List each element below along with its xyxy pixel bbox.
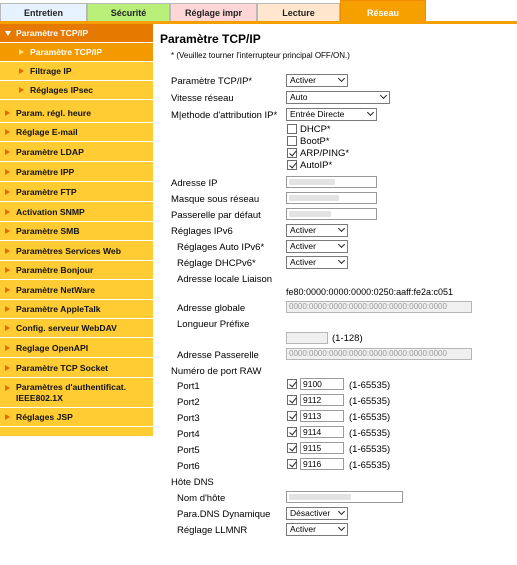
chevron-down-icon [5, 31, 11, 36]
chevron-right-icon [5, 287, 10, 293]
auto-ipv6-select[interactable]: Activer [286, 240, 348, 253]
sidebar [0, 24, 153, 436]
sidebar-item-tcpip-parent[interactable]: Paramètre TCP/IP [0, 24, 153, 43]
port6-checkbox[interactable] [287, 459, 297, 469]
port5-range: (1-65535) [349, 444, 391, 455]
port5-label: Port5 [177, 445, 200, 456]
sidebar-item-jsp[interactable]: Réglages JSP [0, 408, 153, 427]
sidebar-item-tcpip[interactable]: Paramètre TCP/IP [0, 43, 153, 62]
chevron-right-icon [5, 325, 10, 331]
chevron-down-icon [338, 524, 345, 531]
sidebar-item-snmp[interactable]: Activation SNMP [0, 203, 153, 222]
tcpip-label: Paramètre TCP/IP* [171, 76, 253, 87]
arp-ping-label: ARP/PING* [300, 148, 350, 159]
main-panel [153, 24, 517, 565]
speed-label: Vitesse réseau [171, 93, 234, 104]
port3-checkbox[interactable] [287, 411, 297, 421]
chevron-right-icon [19, 68, 24, 74]
dhcpv6-label: Réglage DHCPv6* [177, 258, 256, 269]
link-local-value: fe80:0000:0000:0000:0250:aaff:fe2a:c051 [286, 287, 453, 297]
port2-range: (1-65535) [349, 396, 391, 407]
global-address-input[interactable]: 0000:0000:0000:0000:0000:0000:0000:0000 [286, 301, 472, 313]
tab-securite[interactable]: Sécurité [87, 3, 170, 21]
port4-checkbox[interactable] [287, 427, 297, 437]
port2-input[interactable]: 9112 [300, 394, 344, 406]
tab-reglage-impr[interactable]: Réglage impr [170, 3, 257, 21]
sidebar-item-ftp[interactable]: Paramètre FTP [0, 183, 153, 202]
port1-checkbox[interactable] [287, 379, 297, 389]
autoip-label: AutoIP* [300, 160, 333, 171]
chevron-down-icon [338, 75, 345, 82]
sidebar-item-ipsec[interactable]: Réglages IPsec [0, 81, 153, 100]
global-address-label: Adresse globale [177, 303, 246, 314]
redacted-value [289, 494, 351, 500]
port6-range: (1-65535) [349, 460, 391, 471]
sidebar-item-appletalk[interactable]: Paramètre AppleTalk [0, 300, 153, 319]
arp-ping-checkbox[interactable] [287, 148, 297, 158]
prefix-length-label: Longueur Préfixe [177, 319, 250, 330]
port4-input[interactable]: 9114 [300, 426, 344, 438]
ip-method-label: M|ethode d'attribution IP* [171, 110, 278, 121]
llmnr-select[interactable]: Activer [286, 523, 348, 536]
sidebar-item-filtrage-ip[interactable]: Filtrage IP [0, 62, 153, 81]
speed-select[interactable]: Auto [286, 91, 390, 104]
hostname-input[interactable] [286, 491, 403, 503]
sidebar-item-smb[interactable]: Paramètre SMB [0, 222, 153, 241]
chevron-right-icon [5, 129, 10, 135]
chevron-down-icon [338, 257, 345, 264]
ddns-select[interactable]: Désactiver [286, 507, 348, 520]
chevron-down-icon [338, 508, 345, 515]
chevron-down-icon [367, 109, 374, 116]
sidebar-item-tcp-socket[interactable]: Paramètre TCP Socket [0, 359, 153, 378]
chevron-down-icon [338, 241, 345, 248]
hostname-label: Nom d'hôte [177, 493, 226, 504]
ip-address-label: Adresse IP [171, 178, 218, 189]
bootp-label: BootP* [300, 136, 330, 147]
sidebar-item-ieee8021x[interactable]: Paramètres d'authentificat. IEEE802.1X [0, 379, 153, 408]
port6-input[interactable]: 9116 [300, 458, 344, 470]
tab-lecture[interactable]: Lecture [257, 3, 340, 21]
chevron-right-icon [5, 365, 10, 371]
port6-label: Port6 [177, 461, 200, 472]
port1-input[interactable]: 9100 [300, 378, 344, 390]
port3-input[interactable]: 9113 [300, 410, 344, 422]
chevron-right-icon [5, 169, 10, 175]
tab-reseau[interactable]: Réseau [340, 0, 426, 24]
chevron-right-icon [5, 228, 10, 234]
sidebar-item-heure[interactable]: Param. régl. heure [0, 104, 153, 123]
autoip-checkbox[interactable] [287, 160, 297, 170]
port2-label: Port2 [177, 397, 200, 408]
subnet-mask-label: Masque sous réseau [171, 194, 260, 205]
chevron-right-icon [19, 87, 24, 93]
chevron-right-icon [5, 267, 10, 273]
chevron-right-icon [5, 385, 10, 391]
link-local-label: Adresse locale Liaison [177, 274, 273, 285]
port5-checkbox[interactable] [287, 443, 297, 453]
sidebar-item-webdav[interactable]: Config. serveur WebDAV [0, 319, 153, 338]
dhcp-label: DHCP* [300, 124, 331, 135]
ipv6-select[interactable]: Activer [286, 224, 348, 237]
chevron-right-icon [5, 306, 10, 312]
chevron-right-icon [5, 345, 10, 351]
gateway6-input[interactable]: 0000:0000:0000:0000:0000:0000:0000:0000 [286, 348, 472, 360]
gateway-label: Passerelle par défaut [171, 210, 261, 221]
gateway6-label: Adresse Passerelle [177, 350, 259, 361]
chevron-right-icon [5, 149, 10, 155]
sidebar-item-email[interactable]: Réglage E-mail [0, 123, 153, 142]
port1-label: Port1 [177, 381, 200, 392]
auto-ipv6-label: Réglages Auto IPv6* [177, 242, 265, 253]
dns-host-label: Hôte DNS [171, 477, 214, 488]
chevron-right-icon [5, 189, 10, 195]
tab-entretien[interactable]: Entretien [0, 3, 87, 21]
chevron-right-icon [5, 248, 10, 254]
restart-note: * (Veuillez tourner l'interrupteur principal OFF/ON.) [171, 51, 350, 60]
ipv6-label: Réglages IPv6 [171, 226, 233, 237]
chevron-right-icon [5, 110, 10, 116]
sidebar-item-openapi[interactable]: Reglage OpenAPI [0, 339, 153, 358]
top-tab-bar [0, 0, 517, 24]
chevron-right-icon [5, 209, 10, 215]
raw-port-label: Numéro de port RAW [171, 366, 262, 377]
page-title: Paramètre TCP/IP [160, 32, 261, 46]
ddns-label: Para.DNS Dynamique [177, 509, 271, 520]
sidebar-item-bonjour[interactable]: Paramètre Bonjour [0, 261, 153, 280]
sidebar-item-ldap[interactable]: Paramètre LDAP [0, 143, 153, 162]
redacted-value [289, 211, 331, 217]
gateway-input[interactable] [286, 208, 377, 220]
tcpip-select[interactable]: Activer [286, 74, 348, 87]
chevron-down-icon [380, 92, 387, 99]
ip-method-select[interactable]: Entrée Directe [286, 108, 377, 121]
dhcpv6-select[interactable]: Activer [286, 256, 348, 269]
redacted-value [289, 195, 339, 201]
prefix-range: (1-128) [332, 333, 363, 344]
chevron-down-icon [338, 225, 345, 232]
port4-range: (1-65535) [349, 428, 391, 439]
prefix-length-input[interactable] [286, 332, 328, 344]
sidebar-item-services-web[interactable]: Paramètres Services Web [0, 242, 153, 261]
port3-label: Port3 [177, 413, 200, 424]
port1-range: (1-65535) [349, 380, 391, 391]
port3-range: (1-65535) [349, 412, 391, 423]
sidebar-item-netware[interactable]: Paramètre NetWare [0, 281, 153, 300]
sidebar-item-ipp[interactable]: Paramètre IPP [0, 163, 153, 182]
redacted-value [289, 179, 335, 185]
chevron-right-icon [5, 414, 10, 420]
ip-address-input[interactable] [286, 176, 377, 188]
llmnr-label: Réglage LLMNR [177, 525, 248, 536]
port5-input[interactable]: 9115 [300, 442, 344, 454]
chevron-right-icon [19, 49, 24, 55]
bootp-checkbox[interactable] [287, 136, 297, 146]
subnet-mask-input[interactable] [286, 192, 377, 204]
port2-checkbox[interactable] [287, 395, 297, 405]
dhcp-checkbox[interactable] [287, 124, 297, 134]
port4-label: Port4 [177, 429, 200, 440]
